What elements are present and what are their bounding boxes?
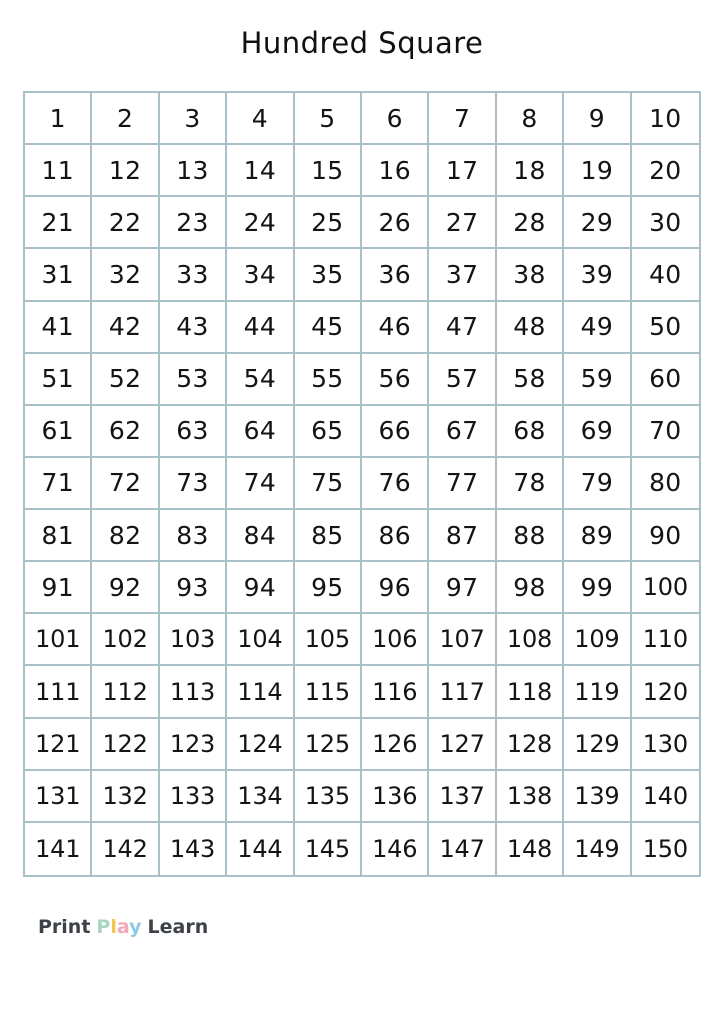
number-cell: 38 [497,249,564,301]
number-cell: 29 [564,197,631,249]
number-cell: 87 [429,510,496,562]
number-cell: 97 [429,562,496,614]
number-cell: 49 [564,302,631,354]
number-cell: 134 [227,771,294,823]
number-cell: 100 [632,562,699,614]
number-cell: 35 [295,249,362,301]
number-cell: 77 [429,458,496,510]
number-cell: 47 [429,302,496,354]
number-cell: 16 [362,145,429,197]
number-cell: 2 [92,93,159,145]
number-cell: 127 [429,719,496,771]
number-cell: 48 [497,302,564,354]
number-cell: 83 [160,510,227,562]
number-cell: 7 [429,93,496,145]
number-cell: 10 [632,93,699,145]
number-cell: 84 [227,510,294,562]
number-cell: 9 [564,93,631,145]
number-cell: 43 [160,302,227,354]
number-cell: 18 [497,145,564,197]
number-cell: 79 [564,458,631,510]
number-cell: 68 [497,406,564,458]
number-cell: 106 [362,614,429,666]
number-cell: 13 [160,145,227,197]
number-cell: 62 [92,406,159,458]
number-cell: 52 [92,354,159,406]
number-cell: 93 [160,562,227,614]
number-cell: 31 [25,249,92,301]
number-cell: 129 [564,719,631,771]
number-cell: 32 [92,249,159,301]
number-cell: 139 [564,771,631,823]
number-cell: 28 [497,197,564,249]
number-cell: 61 [25,406,92,458]
number-cell: 66 [362,406,429,458]
number-cell: 69 [564,406,631,458]
number-cell: 94 [227,562,294,614]
number-cell: 3 [160,93,227,145]
number-cell: 40 [632,249,699,301]
number-cell: 54 [227,354,294,406]
number-cell: 30 [632,197,699,249]
number-cell: 71 [25,458,92,510]
number-cell: 70 [632,406,699,458]
number-cell: 145 [295,823,362,875]
number-cell: 36 [362,249,429,301]
number-cell: 53 [160,354,227,406]
logo-word-print: Print [38,916,91,938]
number-cell: 146 [362,823,429,875]
number-cell: 75 [295,458,362,510]
number-cell: 137 [429,771,496,823]
number-cell: 148 [497,823,564,875]
number-cell: 116 [362,666,429,718]
number-cell: 126 [362,719,429,771]
number-cell: 90 [632,510,699,562]
number-cell: 104 [227,614,294,666]
number-cell: 22 [92,197,159,249]
number-cell: 15 [295,145,362,197]
number-cell: 102 [92,614,159,666]
logo-word-play [96,916,141,938]
number-cell: 89 [564,510,631,562]
number-cell: 80 [632,458,699,510]
number-cell: 17 [429,145,496,197]
number-cell: 41 [25,302,92,354]
number-grid [23,91,701,877]
number-cell: 118 [497,666,564,718]
logo-play-letter: l [110,916,117,938]
number-cell: 73 [160,458,227,510]
number-cell: 45 [295,302,362,354]
print-play-learn-logo [38,916,208,938]
number-cell: 111 [25,666,92,718]
number-cell: 74 [227,458,294,510]
number-cell: 112 [92,666,159,718]
number-cell: 11 [25,145,92,197]
number-cell: 144 [227,823,294,875]
number-cell: 119 [564,666,631,718]
number-cell: 27 [429,197,496,249]
number-cell: 78 [497,458,564,510]
number-cell: 23 [160,197,227,249]
number-cell: 56 [362,354,429,406]
logo-word-learn: Learn [147,916,209,938]
number-cell: 46 [362,302,429,354]
number-cell: 122 [92,719,159,771]
number-cell: 95 [295,562,362,614]
number-cell: 91 [25,562,92,614]
number-cell: 33 [160,249,227,301]
number-cell: 6 [362,93,429,145]
number-cell: 1 [25,93,92,145]
number-cell: 44 [227,302,294,354]
number-cell: 124 [227,719,294,771]
number-cell: 21 [25,197,92,249]
number-cell: 65 [295,406,362,458]
number-cell: 135 [295,771,362,823]
number-cell: 25 [295,197,362,249]
number-cell: 88 [497,510,564,562]
number-cell: 19 [564,145,631,197]
number-cell: 117 [429,666,496,718]
number-cell: 72 [92,458,159,510]
number-cell: 123 [160,719,227,771]
number-cell: 26 [362,197,429,249]
number-cell: 120 [632,666,699,718]
number-cell: 150 [642,834,688,863]
number-cell: 147 [429,823,496,875]
number-cell: 50 [632,302,699,354]
number-cell: 81 [25,510,92,562]
number-cell: 113 [160,666,227,718]
number-cell: 115 [295,666,362,718]
number-cell: 60 [632,354,699,406]
number-cell: 128 [497,719,564,771]
number-cell: 59 [564,354,631,406]
logo-play-letter: a [116,916,130,938]
number-cell: 96 [362,562,429,614]
number-cell: 86 [362,510,429,562]
number-cell: 99 [564,562,631,614]
number-cell: 67 [429,406,496,458]
number-cell: 51 [25,354,92,406]
number-cell: 14 [227,145,294,197]
number-cell: 108 [497,614,564,666]
number-cell: 20 [632,145,699,197]
number-cell: 39 [564,249,631,301]
number-cell: 121 [25,719,92,771]
number-cell: 114 [227,666,294,718]
number-cell: 37 [429,249,496,301]
logo-play-letter: y [129,916,142,938]
number-cell: 55 [295,354,362,406]
number-cell: 58 [497,354,564,406]
number-cell: 132 [92,771,159,823]
number-cell: 136 [362,771,429,823]
number-cell: 92 [92,562,159,614]
number-cell: 141 [25,823,92,875]
number-cell: 138 [497,771,564,823]
number-cell: 140 [632,771,699,823]
number-cell: 125 [295,719,362,771]
number-cell: 57 [429,354,496,406]
number-cell: 143 [160,823,227,875]
number-cell: 12 [92,145,159,197]
number-cell: 42 [92,302,159,354]
number-cell: 101 [25,614,92,666]
number-cell: 76 [362,458,429,510]
number-cell: 24 [227,197,294,249]
number-cell: 110 [632,614,699,666]
number-cell: 105 [295,614,362,666]
number-cell: 85 [295,510,362,562]
number-cell: 109 [564,614,631,666]
number-cell: 4 [227,93,294,145]
number-cell: 131 [25,771,92,823]
number-cell: 133 [160,771,227,823]
number-cell: 34 [227,249,294,301]
logo-play-letter: P [96,916,111,938]
page-title: Hundred Square [240,26,484,60]
number-cell: 5 [295,93,362,145]
number-cell: 149 [564,823,631,875]
number-cell: 63 [160,406,227,458]
number-cell: 130 [632,719,699,771]
number-cell: 103 [160,614,227,666]
number-cell: 107 [429,614,496,666]
number-cell: 8 [497,93,564,145]
number-cell: 82 [92,510,159,562]
number-cell: 98 [497,562,564,614]
number-cell: 142 [92,823,159,875]
number-cell: 64 [227,406,294,458]
